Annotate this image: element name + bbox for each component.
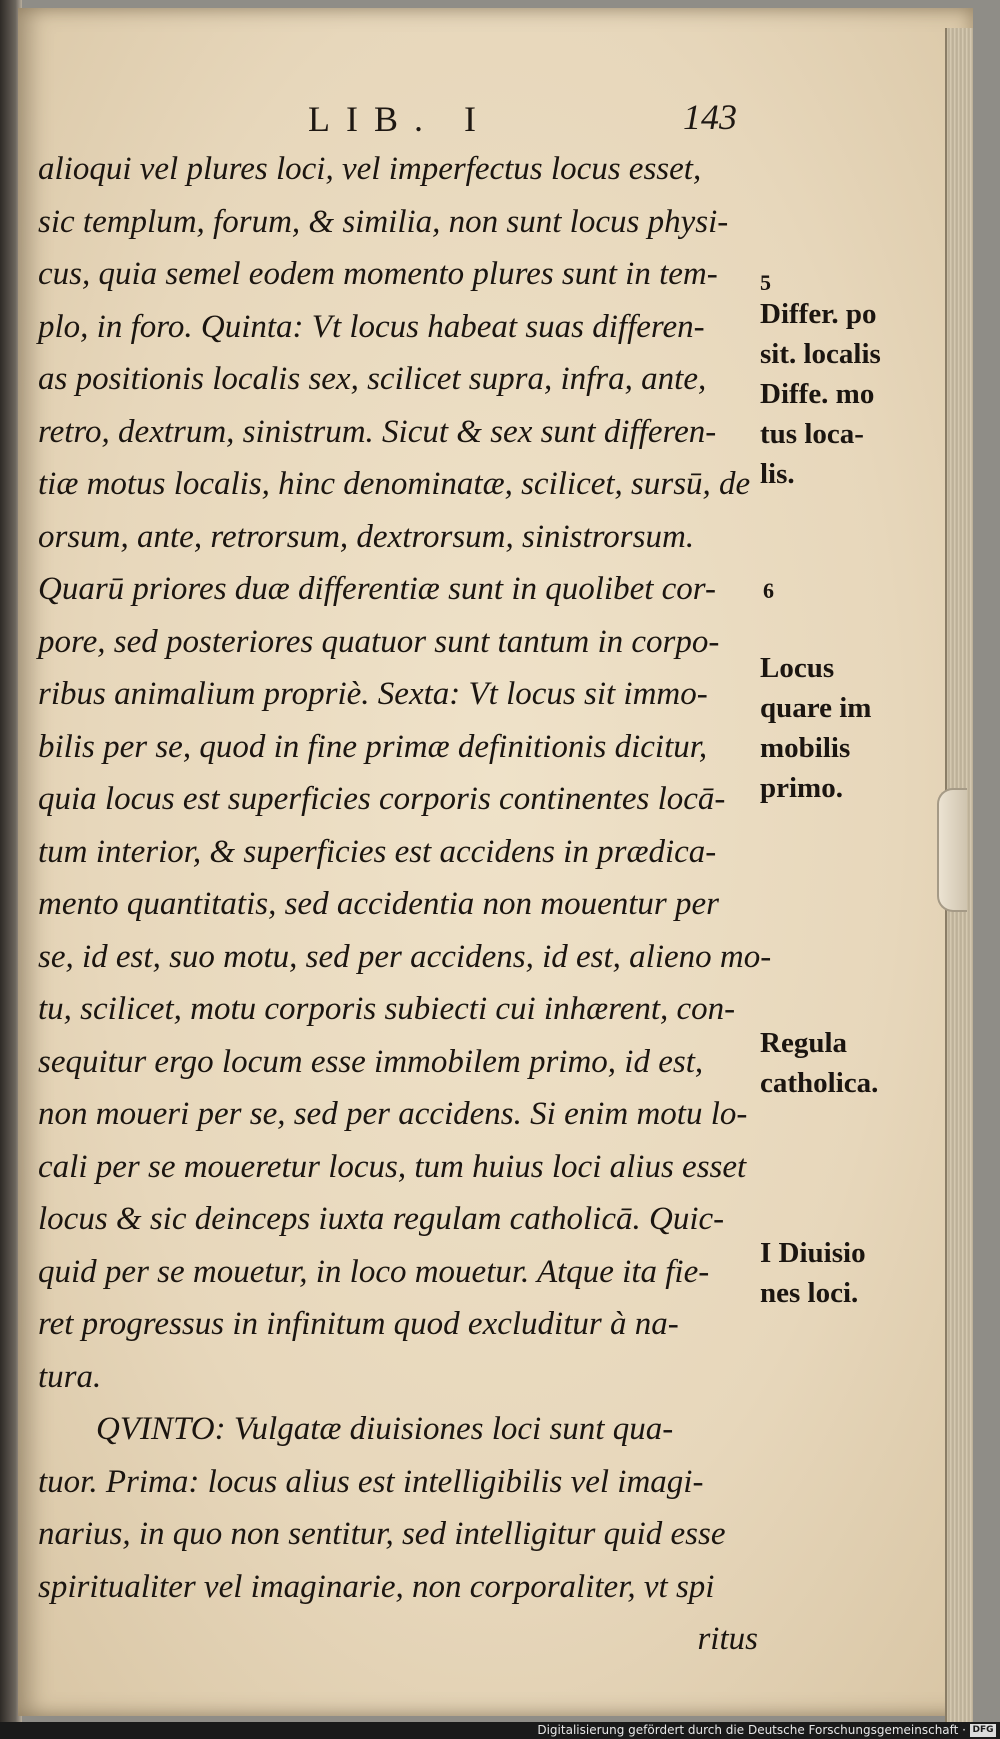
- text-line: QVINTO: Vulgatæ diuisiones loci sunt qua-: [96, 1411, 674, 1447]
- text-line: Quarū priores duæ differentiæ sunt in quolibet cor-: [38, 571, 716, 607]
- footer-credit: Digitalisierung gefördert durch die Deutsche Forschungsgemeinschaft ·: [537, 1723, 966, 1737]
- margin-note-line: lis.: [760, 458, 795, 490]
- margin-note-line: I Diuisio: [760, 1237, 866, 1269]
- margin-note-line: sit. localis: [760, 338, 881, 370]
- margin-note-line: Diffe. mo: [760, 378, 875, 410]
- text-line: sic templum, forum, & similia, non sunt locus physi-: [38, 203, 729, 240]
- margin-note-line: mobilis: [760, 732, 851, 764]
- text-line: ribus animalium propriè. Sexta: Vt locus sit immo-: [38, 676, 708, 712]
- text-line: plo, in foro. Quinta: Vt locus habeat suas differen-: [38, 308, 705, 345]
- text-line: alioqui vel plures loci, vel imperfectus locus esset,: [38, 151, 702, 187]
- page-number: 143: [683, 97, 737, 137]
- text-line: retro, dextrum, sinistrum. Sicut & sex sunt differen-: [38, 413, 717, 450]
- margin-note-line: Differ. po: [760, 298, 877, 330]
- text-line: se, id est, suo motu, sed per accidens, id est, alieno mo-: [38, 938, 772, 975]
- book-page: [18, 8, 973, 1716]
- margin-note-line: primo.: [760, 772, 843, 804]
- text-line: non moueri per se, sed per accidens. Si enim motu lo-: [38, 1096, 748, 1132]
- text-line: tiæ motus localis, hinc denominatæ, scilicet, sursū, de: [38, 466, 751, 502]
- running-head: LIB. I: [308, 99, 492, 139]
- catchword: ritus: [697, 1621, 758, 1657]
- margin-note-diuisiones: [760, 1233, 866, 1313]
- text-line: cus, quia semel eodem momento plures sunt in tem-: [38, 256, 718, 292]
- margin-note-line: tus loca-: [760, 418, 864, 450]
- text-line: quia locus est superficies corporis continentes locā-: [38, 781, 726, 817]
- margin-note-regula: [760, 1023, 878, 1103]
- text-line: cali per se moueretur locus, tum huius loci alius esset: [38, 1148, 747, 1185]
- text-line: orsum, ante, retrorsum, dextrorsum, sinistrorsum.: [38, 518, 695, 555]
- text-line: ret progressus in infinitum quod excluditur à na-: [38, 1306, 679, 1342]
- margin-note-line: Regula: [760, 1027, 847, 1059]
- text-line: narius, in quo non sentitur, sed intelligitur quid esse: [38, 1516, 726, 1552]
- margin-note-line: catholica.: [760, 1067, 879, 1099]
- text-line: locus & sic deinceps iuxta regulam catholicā. Quic-: [38, 1201, 725, 1237]
- text-line: pore, sed posteriores quatuor sunt tantum in corpo-: [38, 623, 720, 660]
- text-line: tuor. Prima: locus alius est intelligibilis vel imagi-: [38, 1463, 704, 1500]
- dfg-logo: DFG: [970, 1724, 996, 1737]
- margin-note-line: nes loci.: [760, 1277, 859, 1309]
- text-line: quid per se mouetur, in loco mouetur. Atque ita fie-: [38, 1253, 710, 1290]
- margin-note-locus: [760, 648, 871, 808]
- text-line: tura.: [38, 1358, 102, 1395]
- text-line: bilis per se, quod in fine primæ definitionis dicitur,: [38, 728, 708, 765]
- margin-note-line: Locus: [760, 652, 835, 684]
- text-line: as positionis localis sex, scilicet supra, infra, ante,: [38, 361, 707, 397]
- book-clasp: [937, 788, 967, 912]
- text-line: sequitur ergo locum esse immobilem primo, id est,: [38, 1043, 704, 1080]
- digitization-footer: [0, 1722, 1000, 1739]
- main-text-block: [38, 143, 772, 1666]
- text-line: tum interior, & superficies est accidens in prædica-: [38, 833, 717, 870]
- margin-note-number: 5: [760, 270, 771, 295]
- margin-note-differ: [760, 294, 881, 494]
- text-line: spiritualiter vel imaginarie, non corporaliter, vt spi: [38, 1568, 715, 1605]
- margin-note-line: quare im: [760, 692, 872, 724]
- margin-note-number: 6: [763, 578, 774, 603]
- text-line: tu, scilicet, motu corporis subiecti cui inhærent, con-: [38, 991, 736, 1027]
- text-line: mento quantitatis, sed accidentia non mouentur per: [38, 886, 719, 922]
